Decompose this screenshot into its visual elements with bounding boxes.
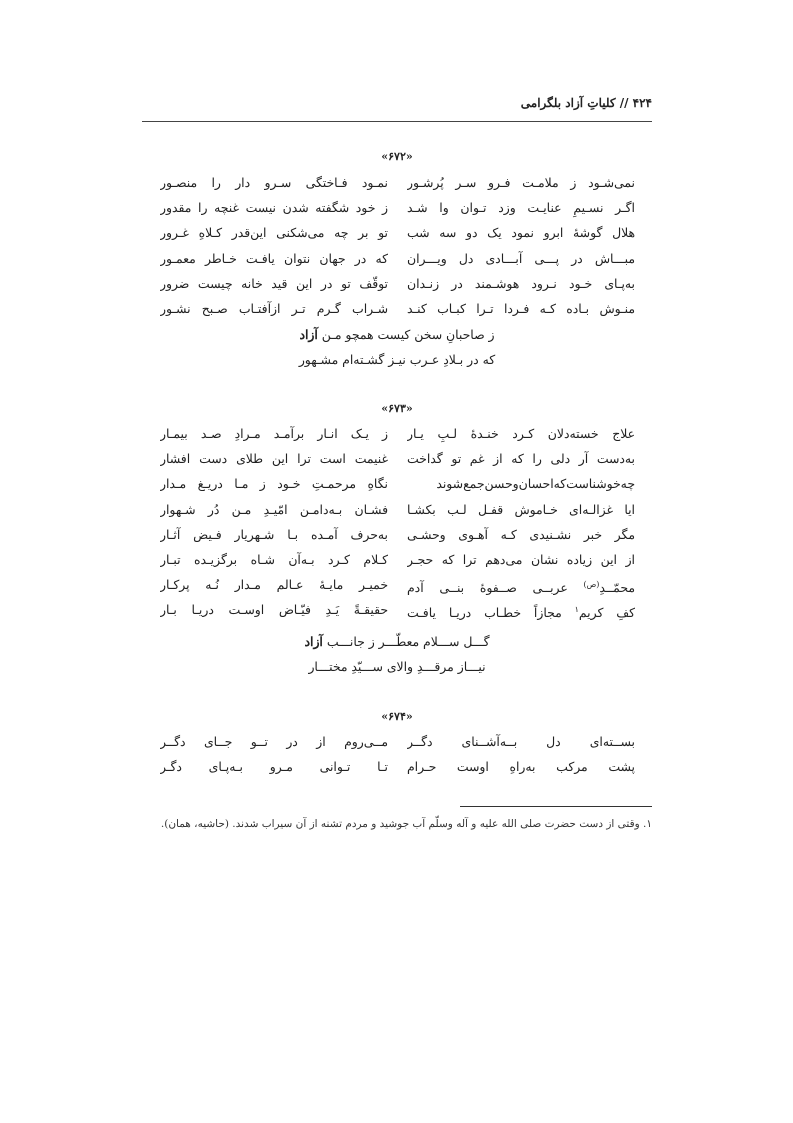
hemistich-first: کفِ کریم$^۱$ مجازاً خطـاب دریـا یافـت: [407, 605, 635, 621]
couplet: [160, 448, 635, 472]
hemistich-first: چه‌خوشناست‌که‌احسان‌وحسن‌جمع‌شوند: [436, 476, 635, 492]
footnote: ۱. وقتی از دست حضرت صلی الله علیه و آله وسلّم آب جوشید و مردم تشنه از آن سیراب شدند. (حاشیه، همان).: [160, 818, 652, 830]
maqta-line: ز صاحبانِ سخن کیست همچو مـن آزاد: [299, 327, 495, 342]
maqta-line: که در بـلادِ عـرب نیـز گشـته‌ام مشـهور: [298, 352, 496, 368]
hemistich-first: پشت مرکب به‌راهِ اوست حـرام: [407, 759, 635, 775]
hemistich-second: ز یـک انـار برآمـد مـرادِ صـد بیمـار: [160, 426, 388, 441]
hemistich-second: تو بر چه می‌شکنی این‌قدر کـلاهِ غـرور: [160, 225, 388, 241]
poet-name: آزاد: [299, 327, 318, 342]
hemistich-first: از این زیاده نشان می‌دهم ترا که حجـر: [407, 552, 635, 567]
poet-name: آزاد: [304, 634, 323, 649]
hemistich-first: محمّــدِ$^{(ص)}$ عربــی صــفوهٔ بنــی آدم: [407, 580, 635, 596]
hemistich-first: مبـــاش در پـــی آبـــادی دل ویـــران: [407, 250, 635, 266]
hemistich-second: توقّف تو در این قید خانه چیست ضرور: [160, 275, 388, 291]
couplet: [160, 172, 635, 196]
hemistich-second: مــی‌روم از در تــو جــای دگــر: [160, 734, 388, 749]
hemistich-second: نگاهِ مرحمـتِ خـود ز مـا دریـغ مـدار: [160, 476, 388, 492]
couplet: [160, 473, 635, 497]
footnote-rule: [460, 806, 652, 807]
couplet: [160, 549, 635, 573]
hemistich-first: ایا غزالـه‌ای خـاموش قفـل لـب بکشـا: [407, 501, 635, 517]
couplet: [160, 524, 635, 548]
poem-number: «۶۷۲»: [381, 150, 413, 163]
couplet: [160, 731, 635, 755]
hemistich-second: به‌حرف آمـده بـا شـهریار فـیض آثـار: [160, 526, 388, 542]
couplet: [160, 574, 635, 598]
hemistich-second: نمـود فـاختگی سـرو دار را منصـور: [160, 175, 388, 190]
couplet: [160, 273, 635, 297]
couplet: [160, 298, 635, 322]
hemistich-second: خمیـر مایـهٔ عـالم مـدار نُـه پرکـار: [160, 577, 388, 593]
hemistich-first: مگر خبر نشـنیدی کـه آهـوی وحشـی: [407, 526, 635, 542]
couplet: [160, 756, 635, 780]
poem-number: «۶۷۴»: [381, 710, 413, 723]
maqta-line: گـــل ســـلام معطّـــر ز جانـــب آزاد: [304, 634, 490, 649]
hemistich-second: ز خود شگفته شدن نیست غنچه را مقدور: [160, 200, 388, 216]
hemistich-second: فشـان بـه‌دامـن امّیـدِ مـن دُر شـهوار: [160, 501, 388, 517]
hemistich-first: علاج خسته‌دلان کـرد خنـدهٔ لـبِ یـار: [407, 426, 635, 441]
couplet: [160, 599, 635, 623]
hemistich-first: هلال گوشهٔ ابرو نمود یک دو سه شب: [407, 225, 635, 241]
hemistich-first: نمی‌شـود ز ملامـت فـرو سـر پُرشـور: [407, 175, 635, 190]
hemistich-first: منـوش بـاده کـه فـردا تـرا کبـاب کنـد: [407, 301, 635, 316]
hemistich-second: شـراب گـرم تـر ازآفتـاب صـبح نشـور: [160, 301, 388, 316]
couplet: [160, 197, 635, 221]
hemistich-second: تـا تـوانی مـرو بـه‌پـای دگـر: [160, 759, 388, 775]
hemistich-first: به‌پـای خـود نـرود هوشـمند در زنـدان: [407, 275, 635, 291]
hemistich-second: حقیقـةً یَـدِ فیّـاض اوسـت دریـا بـار: [160, 602, 388, 618]
hemistich-first: به‌دست آر دلی را که از غم تو گداخت: [407, 451, 635, 467]
maqta-line: نیـــاز مرقـــدِ والای ســـیّدِ مختـــار: [308, 659, 486, 675]
header-rule: [142, 121, 652, 122]
poem-number: «۶۷۳»: [381, 402, 413, 415]
couplet: [160, 499, 635, 523]
running-header: ۴۲۴ // کلیاتِ آزاد بلگرامی: [520, 96, 652, 110]
couplet: [160, 248, 635, 272]
hemistich-second: غنیمت است ترا این طلای دست افشار: [160, 451, 388, 467]
hemistich-first: اگـر نسـیمِ عنایـت وزد تـوان وا شـد: [407, 200, 635, 216]
couplet: [160, 222, 635, 246]
couplet: [160, 423, 635, 447]
hemistich-first: بســته‌ای دل بــه‌آشــنای دگــر: [407, 734, 635, 749]
hemistich-second: که در جهان نتوان یافـت خـاطر معمـور: [160, 250, 388, 266]
hemistich-second: کـلام کـرد بـه‌آن شـاه برگزیـده تبـار: [160, 552, 388, 567]
